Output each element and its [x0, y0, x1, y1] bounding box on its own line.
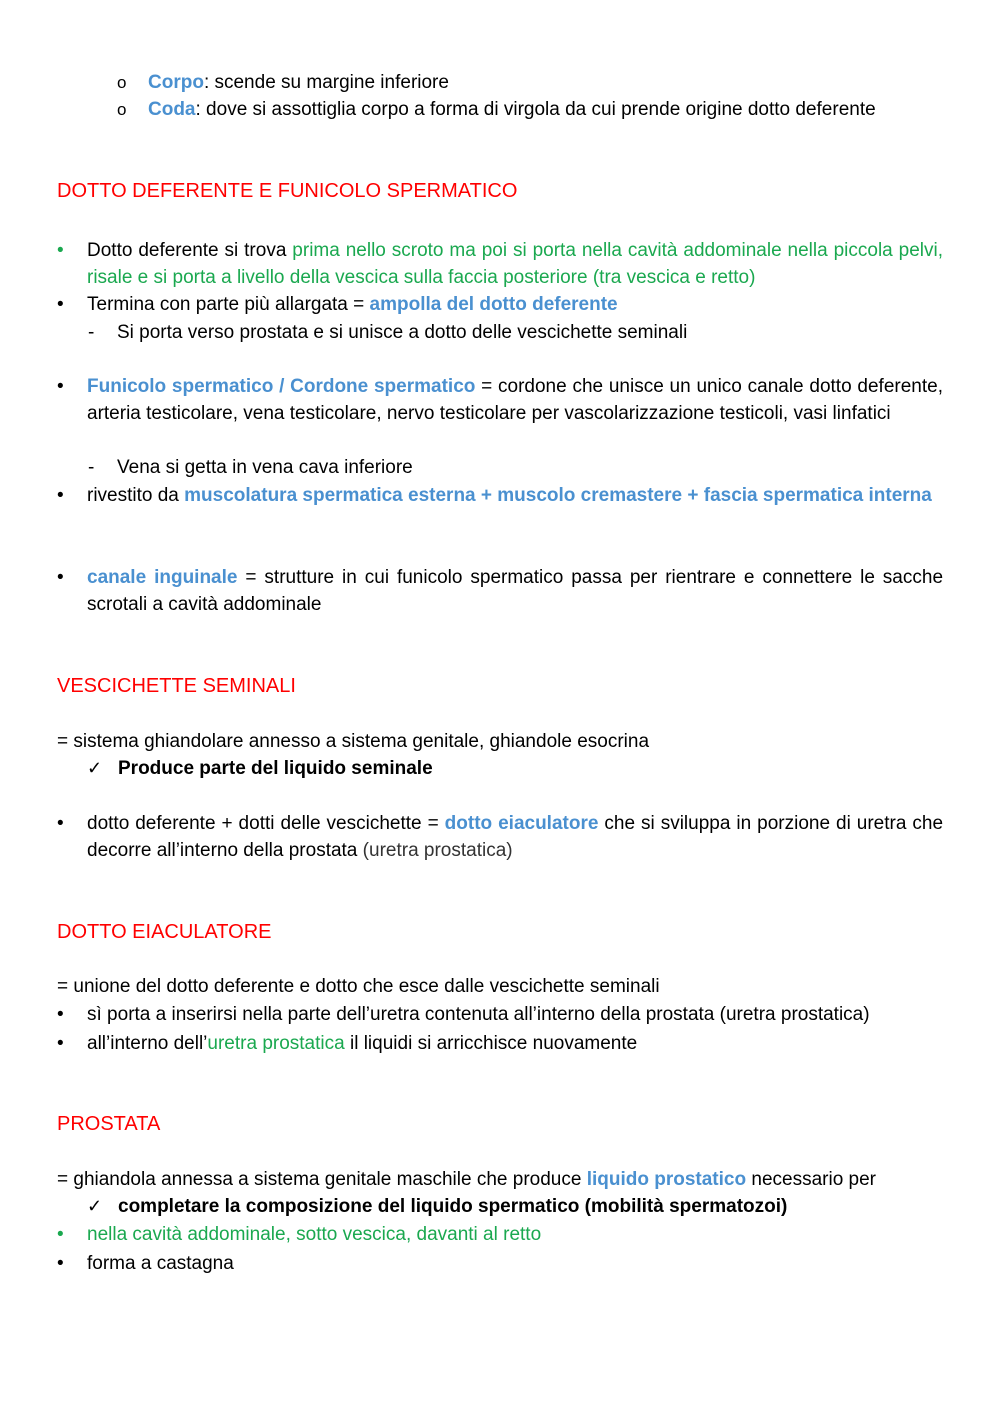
definition-text: = unione del dotto deferente e dotto che esce dalle vescichette seminali	[57, 976, 660, 997]
list-item: forma a castagna	[87, 1253, 234, 1274]
bullet-icon: •	[57, 567, 64, 588]
bullet-icon: •	[57, 813, 64, 834]
sub-list-item: Vena si getta in vena cava inferiore	[117, 457, 413, 478]
dash-bullet-icon: -	[88, 322, 95, 343]
list-item: sì porta a inserirsi nella parte dell’uretra contenuta all’interno della prostata (uretra prostatica)	[87, 1004, 870, 1025]
bullet-icon: •	[57, 294, 64, 315]
section-heading-dotto-deferente: DOTTO DEFERENTE E FUNICOLO SPERMATICO	[57, 180, 518, 202]
list-item: all’interno dell’uretra prostatica il liquidi si arricchisce nuovamente	[87, 1033, 638, 1054]
circle-bullet-icon: o	[117, 73, 127, 92]
circle-bullet-icon: o	[117, 100, 127, 119]
section-heading-dotto-eiaculatore: DOTTO EIACULATORE	[57, 921, 272, 943]
list-item: Dotto deferente si trova prima nello scroto ma poi si porta nella cavità addominale nella piccola pelvi, risale e si porta a livello della vescica sulla faccia posteriore (tra vescica e retto)	[87, 240, 944, 288]
dash-bullet-icon: -	[88, 457, 95, 478]
check-item: completare la composizione del liquido spermatico (mobilità spermatozoi)	[118, 1196, 788, 1217]
definition-text: = ghiandola annessa a sistema genitale maschile che produce liquido prostatico necessario per	[57, 1169, 876, 1190]
list-item-coda: Coda: dove si assottiglia corpo a forma di virgola da cui prende origine dotto deferente	[148, 99, 876, 120]
bullet-icon: •	[57, 1253, 64, 1274]
section-heading-prostata: PROSTATA	[57, 1113, 161, 1135]
bullet-icon: •	[57, 240, 64, 261]
list-item: nella cavità addominale, sotto vescica, davanti al retto	[87, 1224, 542, 1245]
list-item: dotto deferente + dotti delle vescichette = dotto eiaculatore che si sviluppa in porzione di uretra che decorre all’interno della prostata (uretra prostatica)	[87, 813, 944, 861]
list-item: canale inguinale = strutture in cui funicolo spermatico passa per rientrare e connettere le sacche scrotali a cavità addominale	[87, 567, 944, 615]
list-item: rivestito da muscolatura spermatica esterna + muscolo cremastere + fascia spermatica interna	[87, 485, 932, 506]
bullet-icon: •	[57, 376, 64, 397]
sub-list-item: Si porta verso prostata e si unisce a dotto delle vescichette seminali	[117, 322, 688, 343]
list-item: Funicolo spermatico / Cordone spermatico = cordone che unisce un unico canale dotto deferente, arteria testicolare, vena testicolare, nervo testicolare per vascolarizzazione testicoli, vasi linfatici	[87, 376, 943, 424]
list-item-corpo: Corpo: scende su margine inferiore	[148, 72, 449, 93]
check-icon: ✓	[87, 758, 103, 778]
list-item: Termina con parte più allargata = ampolla del dotto deferente	[87, 294, 618, 315]
check-icon: ✓	[87, 1196, 103, 1216]
bullet-icon: •	[57, 1033, 64, 1054]
check-item: Produce parte del liquido seminale	[118, 758, 433, 779]
bullet-icon: •	[57, 1004, 64, 1025]
section-heading-vescichette: VESCICHETTE SEMINALI	[57, 675, 296, 697]
definition-text: = sistema ghiandolare annesso a sistema genitale, ghiandole esocrina	[57, 731, 650, 752]
bullet-icon: •	[57, 1224, 64, 1245]
bullet-icon: •	[57, 485, 64, 506]
